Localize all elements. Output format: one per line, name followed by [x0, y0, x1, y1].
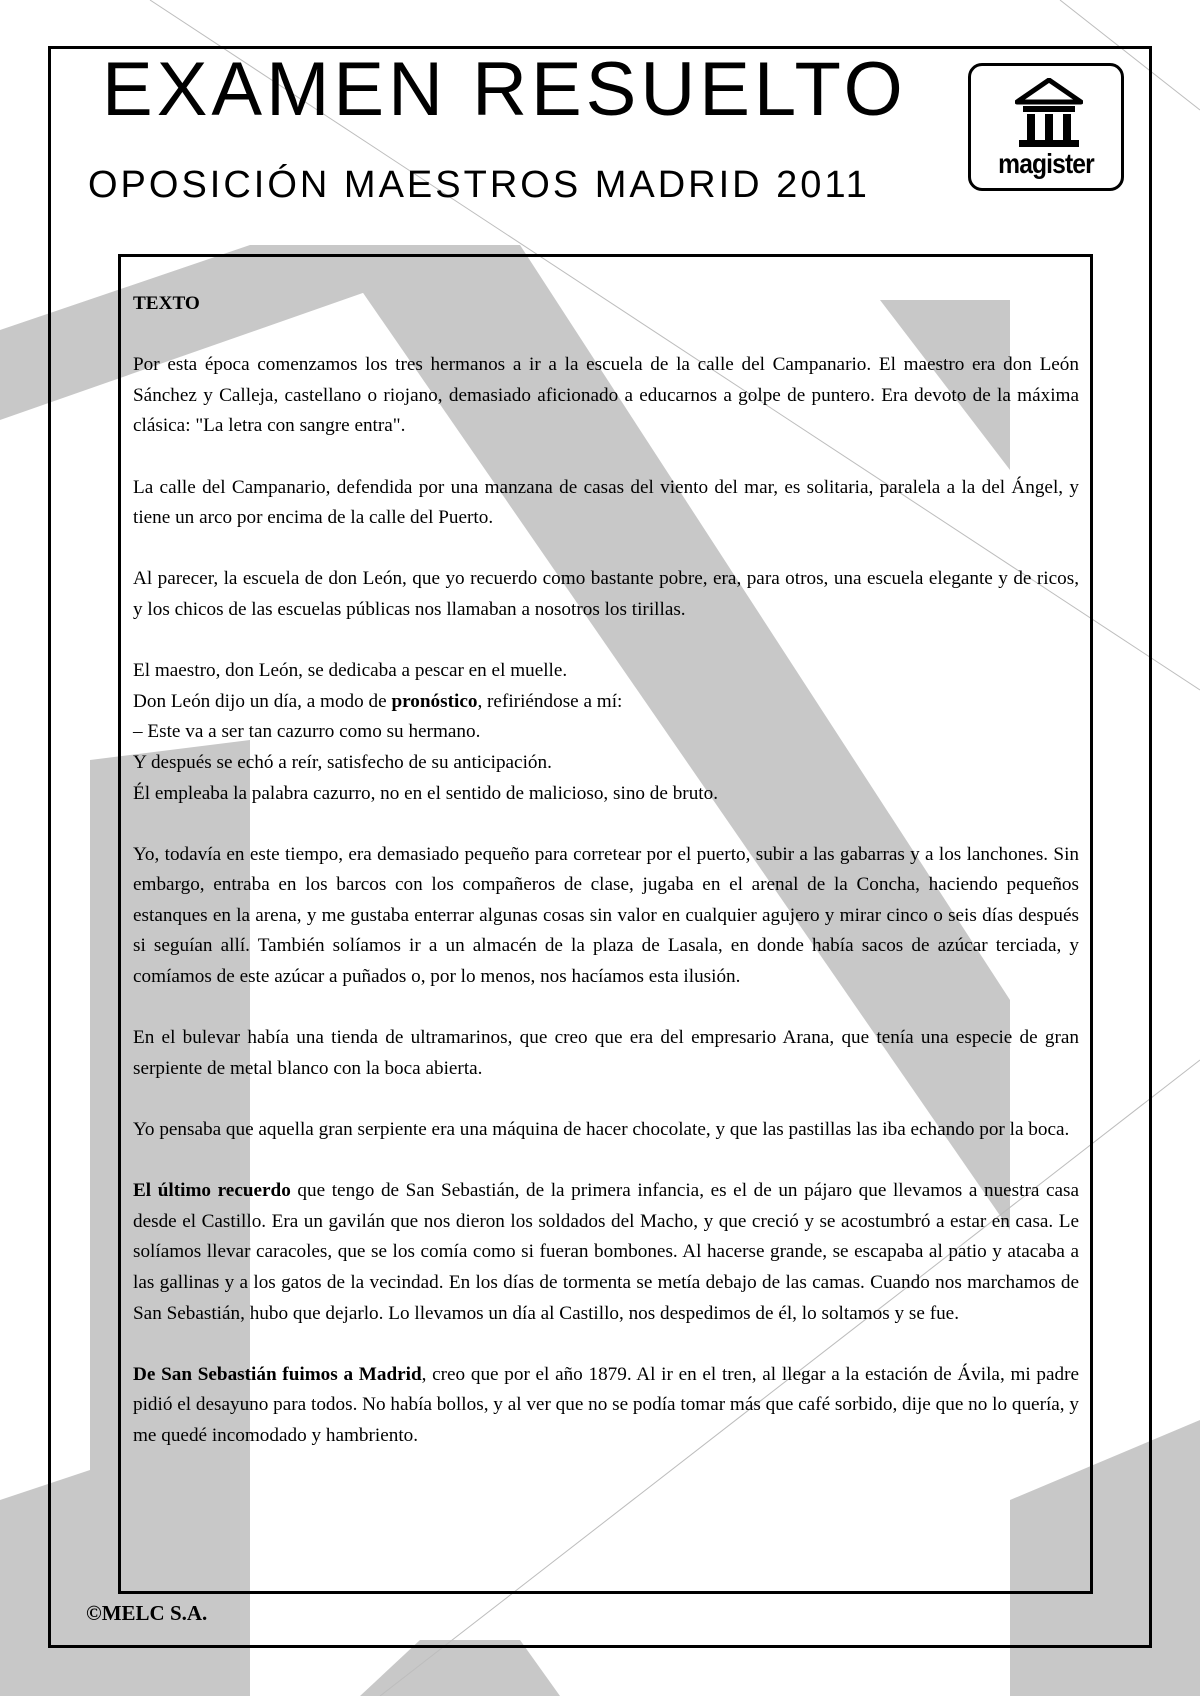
line-2-end: , refiriéndose a mí:: [477, 690, 623, 712]
bold-phrase-ultimo-recuerdo: El último recuerdo: [133, 1180, 291, 1202]
paragraph-4-line-3: – Este va a ser tan cazurro como su hermano.: [133, 721, 481, 743]
line-2-start: Don León dijo un día, a modo de: [133, 690, 392, 712]
paragraph-8-body: que tengo de San Sebastián, de la primera infancia, es el de un pájaro que llevamos a nuestra casa desde el Castillo. Era un gavilán que nos dieron los soldados del Macho, y que creció y se acostumbró a estar en casa. Le solíamos llevar caracoles, que se los comía como si fueran bombones. Al hacerse grande, se escapaba al patio y atacaba a las gallinas y a los gatos de la vecindad. En los días de tormenta se metía debajo de las camas. Cuando nos marchamos de San Sebastián, hubo que dejarlo. Lo llevamos un día al Castillo, nos despedimos de él, lo soltamos y se fue.: [133, 1180, 1079, 1324]
exam-title: EXAMEN RESUELTO: [102, 47, 907, 132]
paragraph-3: Al parecer, la escuela de don León, que yo recuerdo como bastante pobre, era, para otros, una escuela elegante y de ricos, y los chicos de las escuelas públicas nos llamaban a nosotros los tirillas.: [133, 568, 1079, 620]
paragraph-2: La calle del Campanario, defendida por una manzana de casas del viento del mar, es solitaria, paralela a la del Ángel, y tiene un arco por encima de la calle del Puerto.: [133, 476, 1079, 529]
magister-logo: [968, 63, 1124, 191]
paragraph-4: [133, 656, 1079, 809]
section-heading: TEXTO: [133, 293, 200, 314]
paragraph-9-body: , creo que por el año 1879. Al ir en el tren, al llegar a la estación de Ávila, mi padre pidió el desayuno para todos. No había bollos, y al ver que no se podía tomar más que café sorbido, dije que no lo quería, y me quedé incomodado y hambriento.: [133, 1363, 1080, 1446]
bold-phrase-madrid: De San Sebastián fuimos a Madrid: [133, 1363, 422, 1385]
logo-wordmark: magister: [998, 148, 1094, 179]
exam-subtitle: OPOSICIÓN MAESTROS MADRID 2011: [88, 164, 870, 206]
paragraph-4-line-5: Él empleaba la palabra cazurro, no en el sentido de malicioso, sino de bruto.: [133, 782, 719, 804]
paragraph-1: Por esta época comenzamos los tres hermanos a ir a la escuela de la calle del Campanario. El maestro era don León Sánchez y Calleja, castellano o riojano, demasiado aficionado a educarnos a golpe de puntero. Era devoto de la máxima clásica: "La letra con sangre entra".: [133, 354, 1079, 437]
building-icon: [1015, 78, 1083, 148]
paragraph-7: Yo pensaba que aquella gran serpiente era una máquina de hacer chocolate, y que las pastillas las iba echando por la boca.: [133, 1119, 1070, 1141]
paragraph-6: En el bulevar había una tienda de ultramarinos, que creo que era del empresario Arana, que tenía una especie de gran serpiente de metal blanco con la boca abierta.: [133, 1027, 1079, 1079]
paragraph-9: [133, 1360, 1079, 1452]
paragraph-8: [133, 1176, 1079, 1329]
text-passage-box: [118, 254, 1093, 1594]
bold-word-pronostico: pronóstico: [391, 690, 478, 712]
copyright-notice: ©MELC S.A.: [86, 1601, 208, 1625]
paragraph-4-line-1: El maestro, don León, se dedicaba a pescar en el muelle.: [133, 660, 568, 682]
paragraph-4-line-4: Y después se echó a reír, satisfecho de su anticipación.: [133, 751, 552, 773]
paragraph-4-line-2: [133, 687, 1079, 718]
paragraph-5: Yo, todavía en este tiempo, era demasiado pequeño para corretear por el puerto, subir a las gabarras y a los lanchones. Sin embargo, entraba en los barcos con los compañeros de clase, jugaba en el arenal de la Concha, haciendo pequeños estanques en la arena, y me gustaba enterrar algunas cosas sin valor en cualquier agujero y mirar cinco o seis días después si seguían allí. También solíamos ir a un almacén de la plaza de Lasala, en donde había sacos de azúcar terciada, y comíamos de este azúcar a puñados o, por lo menos, nos hacíamos esta ilusión.: [133, 843, 1079, 988]
